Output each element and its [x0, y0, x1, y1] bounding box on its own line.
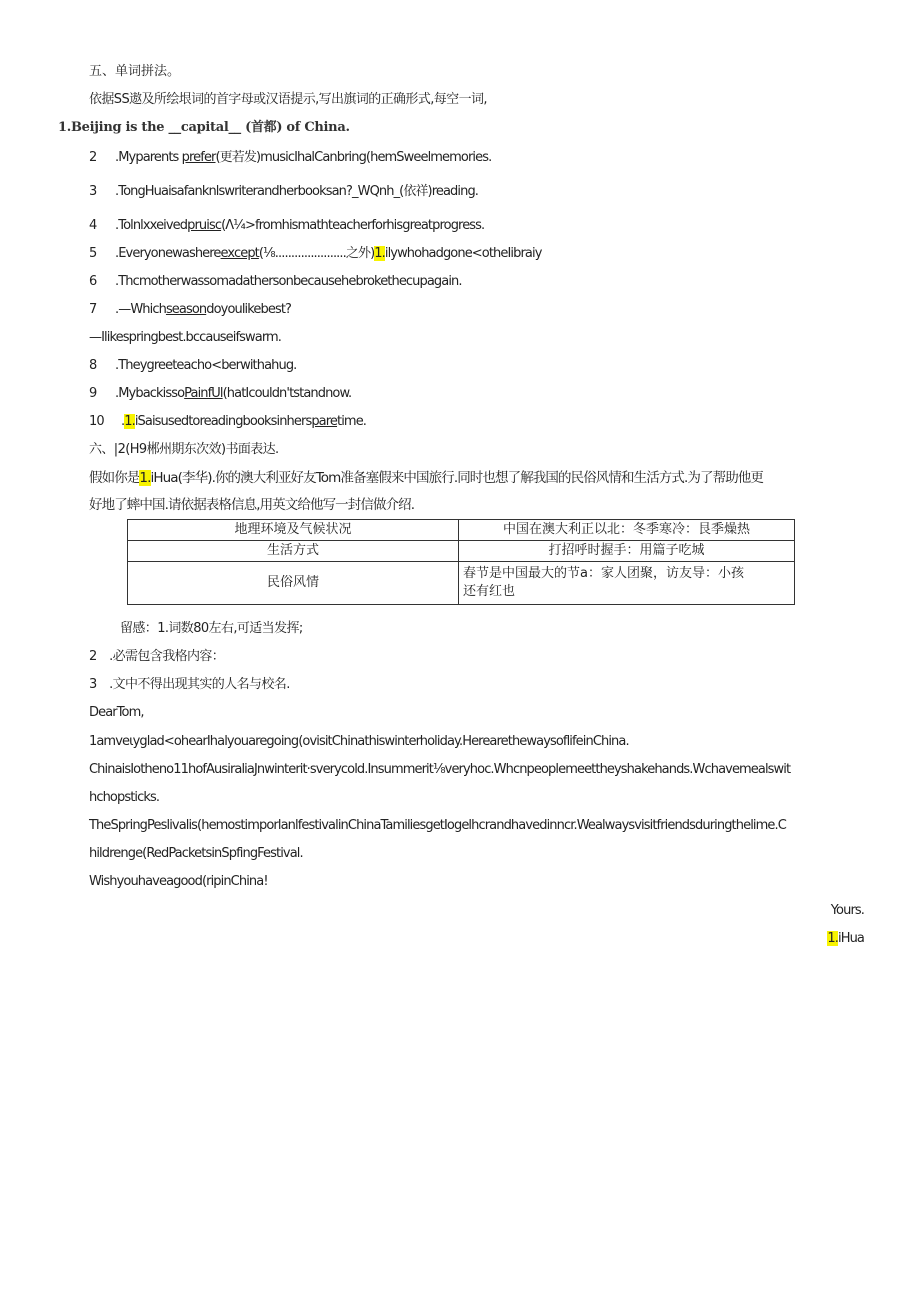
- table-label: 生活方式: [128, 541, 459, 562]
- answer-blank: season: [165, 302, 207, 317]
- table-value: 春节是中国最大的节a：家人团聚，访友导：小孩 还有红也: [459, 562, 795, 605]
- table-label: 地理环境及气候状况: [128, 520, 459, 541]
- section6-prompt-line2: 好地了蟀中国.请依据表格信息,用英文给他写一封信做介绍.: [89, 497, 415, 513]
- answer-blank: prefer: [181, 150, 216, 165]
- question-5: 5 .Everyonewashereexcept(⅛......................之外)1.ilywhohadgone<otheIibraiy: [89, 246, 542, 261]
- section6-title: 六、|2(H9郴州期东次效)书面表达.: [89, 442, 279, 457]
- letter-paragraph-3: TheSpringPeslivalis(hemostimporlanlfestivalinChinaTamiliesgetIogelhcrandhavedinncr.Wealwaysvisitfriendsduringthelime.C: [89, 818, 786, 833]
- highlight-mark: 1.: [139, 470, 151, 486]
- section5-instruction: 依据SS遨及所绘垠词的首字母或汉语提示,写出旗词的正确形式,每空一词,: [89, 92, 487, 107]
- info-table: [127, 519, 795, 605]
- table-value: 打招呼时握手：用篇子吃城: [459, 541, 795, 562]
- answer-blank: except: [220, 246, 259, 261]
- highlight-mark: 1.: [124, 414, 135, 429]
- letter-closing: Yours.: [830, 903, 864, 918]
- question-7: 7 .—Whichseasondoyoulikebest?: [89, 302, 292, 317]
- answer-blank: pruisc: [187, 218, 222, 233]
- letter-paragraph-2-cont: hchopsticks.: [89, 790, 160, 805]
- question-6: 6 .Thcmotherwassomadathersonbecausehebrokethecupagain.: [89, 274, 462, 289]
- table-row: [128, 520, 795, 541]
- highlight-mark: 1.: [827, 931, 838, 946]
- question-9: 9 .MybackissoPainfUl(hatIcouldn'tstandnow.: [89, 386, 352, 401]
- question-1: 1.Beijing is the __capital__ (首都) of China.: [58, 120, 350, 135]
- letter-paragraph-3-cont: hildrenge(RedPacketsinSpfingFestival.: [89, 846, 303, 861]
- answer-blank: __capital__: [168, 120, 241, 135]
- answer-blank: pare: [311, 414, 338, 429]
- table-value: 中国在澳大利正以北：冬季寒冷：艮季燥热: [459, 520, 795, 541]
- letter-paragraph-2: ChinaisIotheno11hofAusiraliaJnwinterit·sverycold.Insummerit⅛veryhoc.Whcnpeoplemeettheyshakehands.Wchavemealswit: [89, 762, 791, 777]
- letter-paragraph-1: 1amveιyglad<ohearIhalyouaregoing(ovisitChinathiswinterholiday.HerearethewaysoflifeinChina.: [89, 734, 629, 749]
- letter-greeting: DearTom,: [89, 705, 144, 720]
- answer-blank: PainfUl: [184, 386, 223, 401]
- requirement-1: 留感：1.词数80左右,可适当发挥;: [120, 621, 303, 636]
- question-10: 10 .1.iSaisusedtoreadingbooksinhersparetime.: [89, 414, 367, 429]
- section5-title: 五、单词拼法。: [89, 64, 181, 79]
- requirement-3: 3 .文中不得出现其实的人名与校名.: [89, 677, 290, 692]
- table-row: [128, 562, 795, 605]
- question-3: 3 .TongHuaisafanknlswriterandherbooksan?_WQnh_(依祥)reading.: [89, 184, 479, 199]
- requirement-2: 2 .必需包含我格内容：: [89, 649, 225, 664]
- question-2: 2 .Myparents prefer(更若发)musicIhalCanbring(hemSweelmemories.: [89, 150, 492, 165]
- table-label: 民俗风情: [128, 562, 459, 605]
- question-4: 4 .Tolnlxxeivedpruisc(Λ¼>fromhismathteacherforhisgreatprogress.: [89, 218, 485, 233]
- table-row: [128, 541, 795, 562]
- highlight-mark: 1.: [374, 246, 385, 261]
- letter-signature: 1.iHua: [827, 931, 864, 946]
- section6-prompt: 假如你是1.iHua(李华).你的澳大利亚好友Tom准备塞假来中国旅行.同时也想了解我国的民俗风情和生活方式.为了帮助他更: [89, 470, 763, 486]
- letter-paragraph-4: Wishyouhaveagood(ripinChina!: [89, 874, 268, 889]
- question-8: 8 .Theygreeteacho<berwithahug.: [89, 358, 297, 373]
- question-7-answer-line: —Ilikespringbest.bccauseifswarm.: [89, 330, 282, 345]
